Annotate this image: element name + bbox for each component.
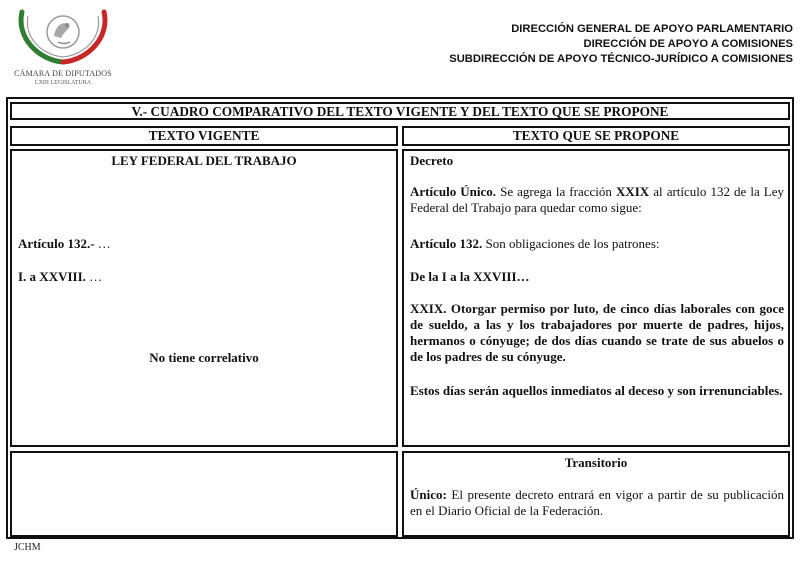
articulo-unico-text-1: Se agrega la fracción [496,184,616,199]
vigente-fractions-ellipsis: … [85,269,103,284]
table-title: V.- CUADRO COMPARATIVO DEL TEXTO VIGENTE Y DEL TEXTO QUE SE PROPONE [10,102,790,120]
no-correlative-note: No tiene correlativo [149,350,259,365]
vigente-article [18,236,111,252]
chamber-logo [8,2,118,90]
articulo-unico-label: Artículo Único. [410,184,497,199]
vigente-fractions-label: I. a XXVIII. [18,269,86,284]
propuesta-article-text: Son obligaciones de los patrones: [482,236,660,251]
eagle-emblem-icon [8,2,118,68]
unico-label: Único: [410,487,447,502]
articulo-unico-fraction: XXIX [615,184,650,199]
page-header [0,0,800,95]
column-header-vigente: TEXTO VIGENTE [10,126,398,146]
vigente-transitorio-cell [10,451,398,537]
column-header-propuesta: TEXTO QUE SE PROPONE [402,126,790,146]
fraction-xxix: XXIX. Otorgar permiso por luto, de cinco días laborales con goce de sueldo, a las y los trabajadores por muerte de padres, hijos, hermanos o cónyuge; de dos días cuando se trate de sus abuelos o de los padres de su cónyuge. [410,301,784,364]
footer-initials: JCHM [14,542,41,553]
directorate-line-1: DIRECCIÓN GENERAL DE APOYO PARLAMENTARIO [511,23,793,35]
propuesta-article [410,236,660,252]
vigente-fractions [18,269,102,285]
propuesta-cell [402,149,790,447]
propuesta-fractions: De la I a la XXVIII… [410,269,530,284]
transitorio-title: Transitorio [564,455,628,470]
propuesta-transitorio-cell [402,451,790,537]
vigente-article-label: Artículo 132.- [18,236,95,251]
unico-text: El presente decreto entrará en vigor a partir de su publicación en el Diario Oficial de la Federación. [410,487,784,518]
comparison-table [6,97,794,539]
legislature-label: LXIII LEGISLATURA [34,80,92,86]
articulo-unico-text-2: al artículo 132 de la Ley Federal del Trabajo para quedar como sigue: [410,184,785,215]
vigente-article-ellipsis: … [94,236,111,251]
propuesta-article-label: Artículo 132. [410,236,483,251]
chamber-name: CÁMARA DE DIPUTADOS [14,69,112,78]
unico-transitorio [410,487,784,519]
directorate-line-3: SUBDIRECCIÓN DE APOYO TÉCNICO-JURÍDICO A COMISIONES [449,53,793,65]
decreto-label: Decreto [410,153,454,168]
directorate-line-2: DIRECCIÓN DE APOYO A COMISIONES [583,38,793,50]
law-title: LEY FEDERAL DEL TRABAJO [111,153,297,168]
articulo-unico-paragraph [410,184,784,216]
estos-dias-paragraph: Estos días serán aquellos inmediatos al deceso y son irrenunciables. [410,383,783,398]
directorate-heading [449,22,793,67]
vigente-cell [10,149,398,447]
